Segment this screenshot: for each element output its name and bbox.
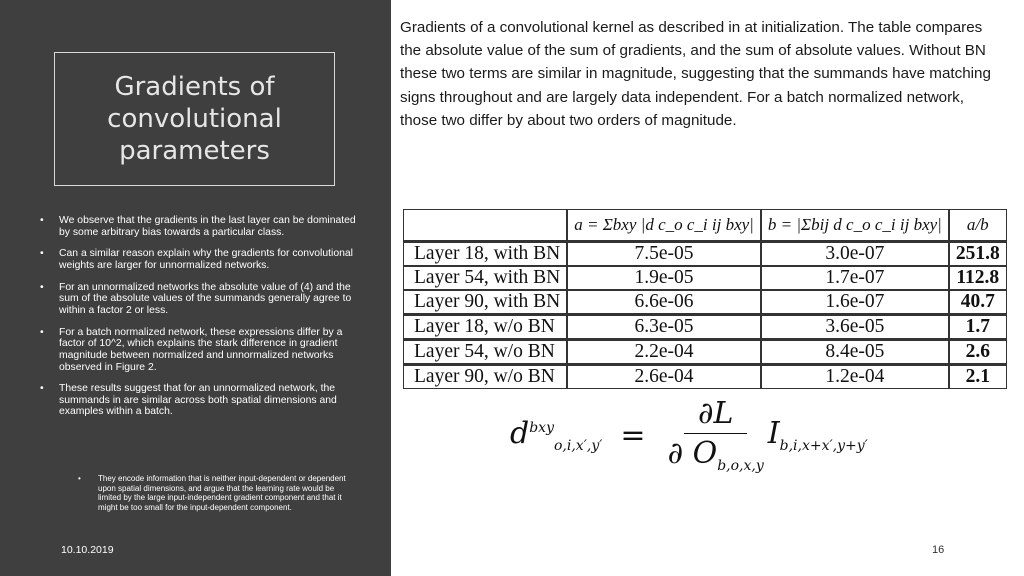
title-box [54,52,335,186]
value-a: 6.6e-06 [567,290,761,314]
layer-label: Layer 90, w/o BN [403,364,567,389]
value-b: 1.6e-07 [761,290,949,314]
bullet-item: • Can a similar reason explain why the gradients for convolutional weights are larger for unnormalized networks. [40,248,358,271]
value-b: 3.6e-05 [761,314,949,339]
slide-title: Gradients of convolutional parameters [107,72,282,166]
value-b: 1.2e-04 [761,364,949,389]
table-header-row [403,209,1007,242]
value-a: 6.3e-05 [567,314,761,339]
page-number: 16 [932,544,945,556]
table-row [403,339,1007,364]
value-ratio: 1.7 [949,314,1007,339]
value-ratio: 40.7 [949,290,1007,314]
bullet-item: • These results suggest that for an unnormalized network, the summands in are similar across both spatial dimensions and examples within a batch. [40,383,358,418]
bullet-item: • We observe that the gradients in the last layer can be dominated by some arbitrary bias towards a particular class. [40,215,358,238]
value-a: 2.2e-04 [567,339,761,364]
formula-numerator: ∂L [684,396,747,434]
value-a: 7.5e-05 [567,242,761,266]
value-a: 2.6e-04 [567,364,761,389]
value-b: 3.0e-07 [761,242,949,266]
header-label [403,209,567,242]
value-a: 1.9e-05 [567,266,761,290]
without-bn-group [403,314,1007,389]
table-row [403,290,1007,314]
layer-label: Layer 18, w/o BN [403,314,567,339]
sub-bullet-item: • They encode information that is neither input-dependent or dependent upon spatial dimensions, and argue that the learning rate would be limited by the large input-independent gradient component and that it might be too small for the input-dependent component. [78,474,354,512]
formula-equals: = [620,417,646,453]
header-col-a: a = Σbxy |d c_o c_i ij bxy| [567,209,761,242]
bullet-list [40,215,358,428]
layer-label: Layer 18, with BN [403,242,567,266]
header-col-b: b = |Σbij d c_o c_i ij bxy| [761,209,949,242]
value-ratio: 2.6 [949,339,1007,364]
layer-label: Layer 54, w/o BN [403,339,567,364]
layer-label: Layer 90, with BN [403,290,567,314]
value-ratio: 251.8 [949,242,1007,266]
table-caption: Gradients of a convolutional kernel as described in at initialization. The table compares the absolute value of the sum of gradients, and the sum of absolute values. Without BN these two terms are similar in magnitude, suggesting that the summands have matching signs throughout and are largely data independent. For a batch normalized network, those two differ by about two orders of magnitude. [400,19,991,129]
value-b: 1.7e-07 [761,266,949,290]
formula-lhs: $d^{bxy}_{o,i,x',y'}$ [510,416,603,454]
table-row [403,314,1007,339]
formula-fraction [668,396,764,474]
table-row [403,364,1007,389]
gradient-table [403,209,1007,389]
formula-rhs: $I_{b,i,x+x',y+y'}$ [767,416,868,454]
header-col-ratio: a/b [949,209,1007,242]
sub-bullet-list [78,474,354,512]
bullet-item: • For an unnormalized networks the absolute value of (4) and the sum of the absolute values of the summands generally agree to within a factor 2 or less. [40,282,358,317]
table-row [403,266,1007,290]
left-panel [0,0,391,576]
value-ratio: 112.8 [949,266,1007,290]
layer-label: Layer 54, with BN [403,266,567,290]
slide-date: 10.10.2019 [61,544,114,556]
value-ratio: 2.1 [949,364,1007,389]
table-row [403,242,1007,266]
formula-denominator: ∂ $O_{b,o,x,y}$ [667,436,764,474]
bullet-item: • For a batch normalized network, these expressions differ by a factor of 10^2, which explains the stark difference in gradient magnitude between normalized and unnormalized networks observed in Figure 2. [40,327,358,373]
value-b: 8.4e-05 [761,339,949,364]
with-bn-group [403,242,1007,314]
gradient-formula [510,396,868,474]
